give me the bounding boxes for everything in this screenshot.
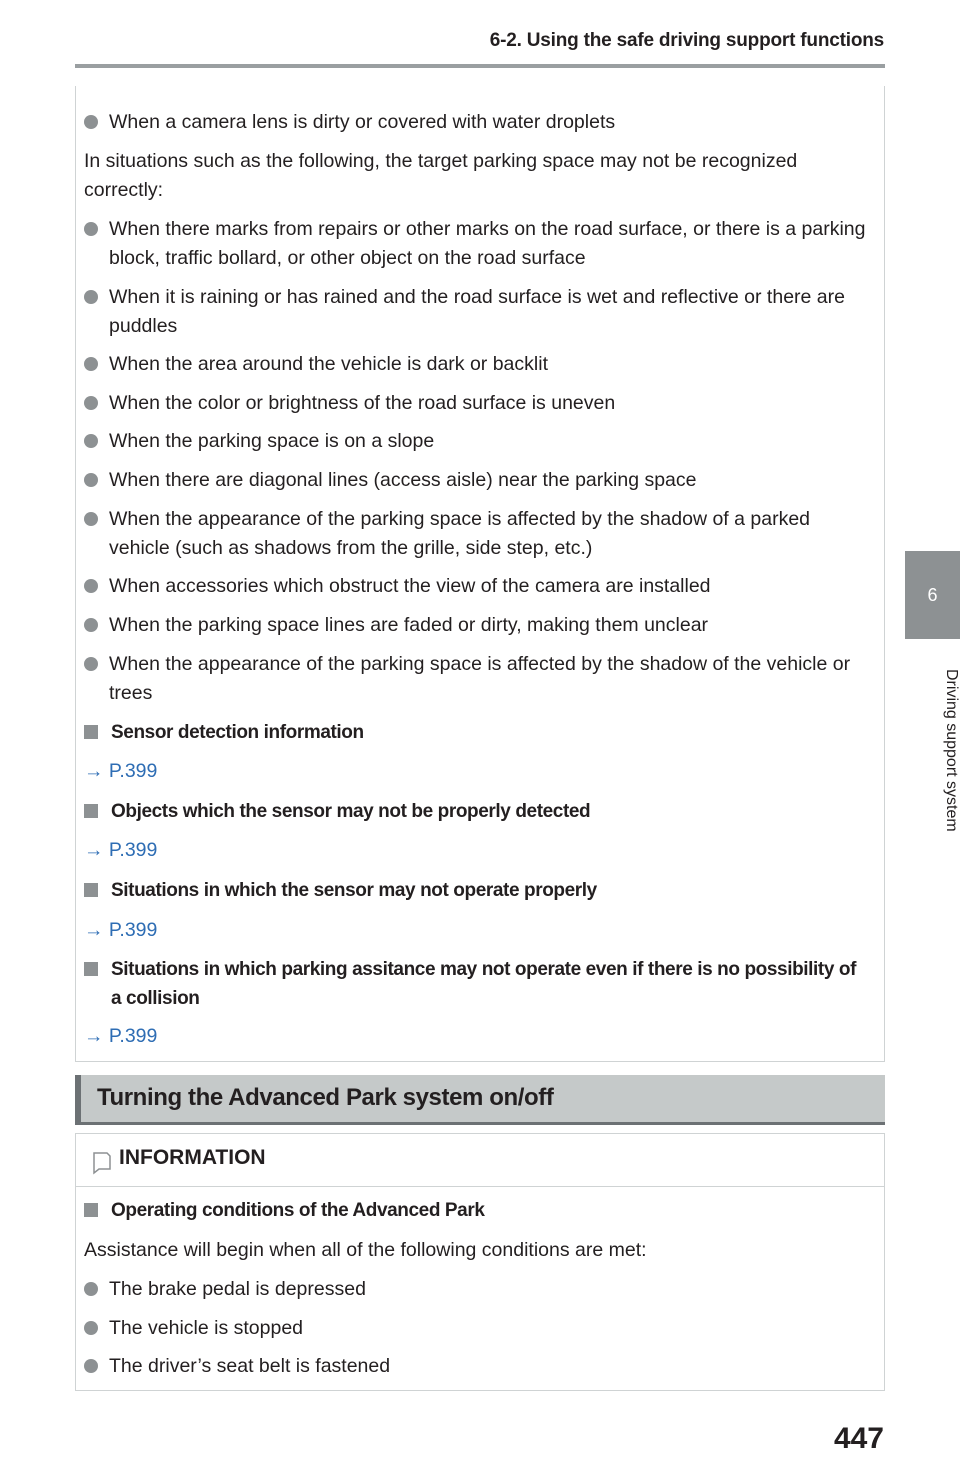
bullet-dot-icon <box>84 1321 98 1335</box>
note-icon <box>91 1151 113 1175</box>
chapter-label: Driving support system <box>943 668 960 832</box>
bullet-dot-icon <box>84 434 98 448</box>
bullet-dot-icon <box>84 290 98 304</box>
square-bullet-icon <box>84 883 98 897</box>
bullet-item: When it is raining or has rained and the road surface is wet and reflective or there are puddles <box>84 283 870 341</box>
section-underline <box>75 1122 885 1125</box>
bullet-item: When accessories which obstruct the view of the camera are installed <box>84 572 870 601</box>
bullet-dot-icon <box>84 657 98 671</box>
bullet-dot-icon <box>84 473 98 487</box>
section-heading: Operating conditions of the Advanced Park <box>84 1196 870 1225</box>
header-rule <box>75 64 885 68</box>
square-bullet-icon <box>84 804 98 818</box>
section-title-bar <box>75 1075 885 1123</box>
section-accent <box>75 1075 81 1123</box>
page-reference-link[interactable]: → P.399 <box>84 919 158 941</box>
bullet-dot-icon <box>84 357 98 371</box>
section-heading: Situations in which the sensor may not operate properly <box>84 876 870 905</box>
bullet-dot-icon <box>84 512 98 526</box>
bullet-item: When a camera lens is dirty or covered with water droplets <box>84 108 870 137</box>
square-bullet-icon <box>84 962 98 976</box>
caution-continued-box <box>75 86 885 1062</box>
bullet-item: The vehicle is stopped <box>84 1314 870 1343</box>
page-reference-link[interactable]: → P.399 <box>84 760 158 782</box>
bullet-item: When the color or brightness of the road surface is uneven <box>84 389 870 418</box>
bullet-item: When the appearance of the parking space is affected by the shadow of the vehicle or trees <box>84 650 870 708</box>
paragraph: Assistance will begin when all of the following conditions are met: <box>84 1239 647 1261</box>
page-reference-link[interactable]: → P.399 <box>84 839 158 861</box>
section-heading: Situations in which parking assitance may not operate even if there is no possibility of a collision <box>84 955 870 1013</box>
information-box <box>75 1133 885 1391</box>
bullet-dot-icon <box>84 396 98 410</box>
bullet-dot-icon <box>84 579 98 593</box>
bullet-item: When the parking space is on a slope <box>84 427 870 456</box>
section-title: Turning the Advanced Park system on/off <box>97 1084 554 1111</box>
bullet-dot-icon <box>84 115 98 129</box>
running-header: 6-2. Using the safe driving support functions <box>489 30 884 51</box>
bullet-dot-icon <box>84 618 98 632</box>
bullet-item: The driver’s seat belt is fastened <box>84 1352 870 1381</box>
bullet-item: When the appearance of the parking space is affected by the shadow of a parked vehicle (such as shadows from the grille, side step, etc.) <box>84 505 870 563</box>
bullet-item: The brake pedal is depressed <box>84 1275 870 1304</box>
bullet-dot-icon <box>84 1282 98 1296</box>
square-bullet-icon <box>84 725 98 739</box>
chapter-tab[interactable]: 6 <box>905 551 960 639</box>
page-reference-link[interactable]: → P.399 <box>84 1025 158 1047</box>
square-bullet-icon <box>84 1203 98 1217</box>
bullet-item: When the area around the vehicle is dark or backlit <box>84 350 870 379</box>
page-number: 447 <box>833 1422 884 1455</box>
bullet-item: When there are diagonal lines (access aisle) near the parking space <box>84 466 870 495</box>
bullet-item: When there marks from repairs or other marks on the road surface, or there is a parking block, traffic bollard, or other object on the road surface <box>84 215 870 273</box>
information-title: INFORMATION <box>119 1146 266 1169</box>
bullet-dot-icon <box>84 222 98 236</box>
bullet-dot-icon <box>84 1359 98 1373</box>
section-heading: Sensor detection information <box>84 718 870 747</box>
information-header <box>76 1134 884 1187</box>
bullet-item: When the parking space lines are faded or dirty, making them unclear <box>84 611 870 640</box>
paragraph: In situations such as the following, the target parking space may not be recognized correctly: <box>84 150 798 201</box>
section-heading: Objects which the sensor may not be properly detected <box>84 797 870 826</box>
